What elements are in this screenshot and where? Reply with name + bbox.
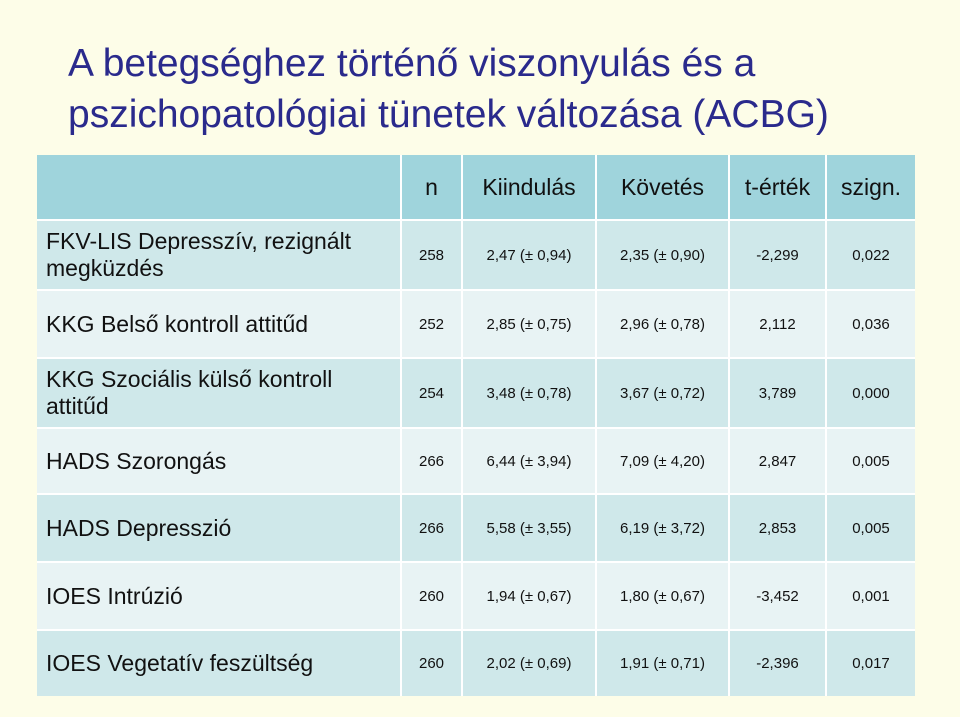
row-baseline: 6,44 (± 3,94) xyxy=(463,429,595,493)
row-followup: 2,35 (± 0,90) xyxy=(597,221,728,289)
row-significance: 0,005 xyxy=(827,429,915,493)
header-cell-n: n xyxy=(402,155,461,219)
row-t-value: 2,853 xyxy=(730,495,825,561)
row-n: 266 xyxy=(402,429,461,493)
row-followup: 1,91 (± 0,71) xyxy=(597,631,728,696)
row-followup: 3,67 (± 0,72) xyxy=(597,359,728,427)
row-label: FKV-LIS Depresszív, rezignált megküzdés xyxy=(37,221,400,289)
row-baseline: 2,85 (± 0,75) xyxy=(463,291,595,357)
results-table xyxy=(37,155,915,696)
row-t-value: -2,396 xyxy=(730,631,825,696)
row-t-value: 2,112 xyxy=(730,291,825,357)
header-cell-baseline: Kiindulás xyxy=(463,155,595,219)
row-t-value: 3,789 xyxy=(730,359,825,427)
row-label: IOES Vegetatív feszültség xyxy=(37,631,400,696)
header-cell-label xyxy=(37,155,400,219)
row-n: 258 xyxy=(402,221,461,289)
row-label: HADS Szorongás xyxy=(37,429,400,493)
row-n: 252 xyxy=(402,291,461,357)
slide-title: A betegséghez történő viszonyulás és a pszichopatológiai tünetek változása (ACBG) xyxy=(68,42,829,136)
header-cell-followup: Követés xyxy=(597,155,728,219)
row-label: IOES Intrúzió xyxy=(37,563,400,629)
row-followup: 2,96 (± 0,78) xyxy=(597,291,728,357)
row-significance: 0,001 xyxy=(827,563,915,629)
row-n: 266 xyxy=(402,495,461,561)
row-significance: 0,022 xyxy=(827,221,915,289)
row-significance: 0,000 xyxy=(827,359,915,427)
header-cell-t-value: t-érték xyxy=(730,155,825,219)
row-baseline: 5,58 (± 3,55) xyxy=(463,495,595,561)
row-significance: 0,017 xyxy=(827,631,915,696)
row-significance: 0,005 xyxy=(827,495,915,561)
row-label: KKG Belső kontroll attitűd xyxy=(37,291,400,357)
row-t-value: -2,299 xyxy=(730,221,825,289)
row-followup: 7,09 (± 4,20) xyxy=(597,429,728,493)
row-t-value: -3,452 xyxy=(730,563,825,629)
row-n: 260 xyxy=(402,631,461,696)
row-baseline: 2,02 (± 0,69) xyxy=(463,631,595,696)
header-cell-significance: szign. xyxy=(827,155,915,219)
row-significance: 0,036 xyxy=(827,291,915,357)
row-t-value: 2,847 xyxy=(730,429,825,493)
row-label: KKG Szociális külső kontroll attitűd xyxy=(37,359,400,427)
row-followup: 6,19 (± 3,72) xyxy=(597,495,728,561)
row-baseline: 2,47 (± 0,94) xyxy=(463,221,595,289)
row-baseline: 1,94 (± 0,67) xyxy=(463,563,595,629)
row-baseline: 3,48 (± 0,78) xyxy=(463,359,595,427)
row-label: HADS Depresszió xyxy=(37,495,400,561)
row-n: 254 xyxy=(402,359,461,427)
row-followup: 1,80 (± 0,67) xyxy=(597,563,728,629)
row-n: 260 xyxy=(402,563,461,629)
